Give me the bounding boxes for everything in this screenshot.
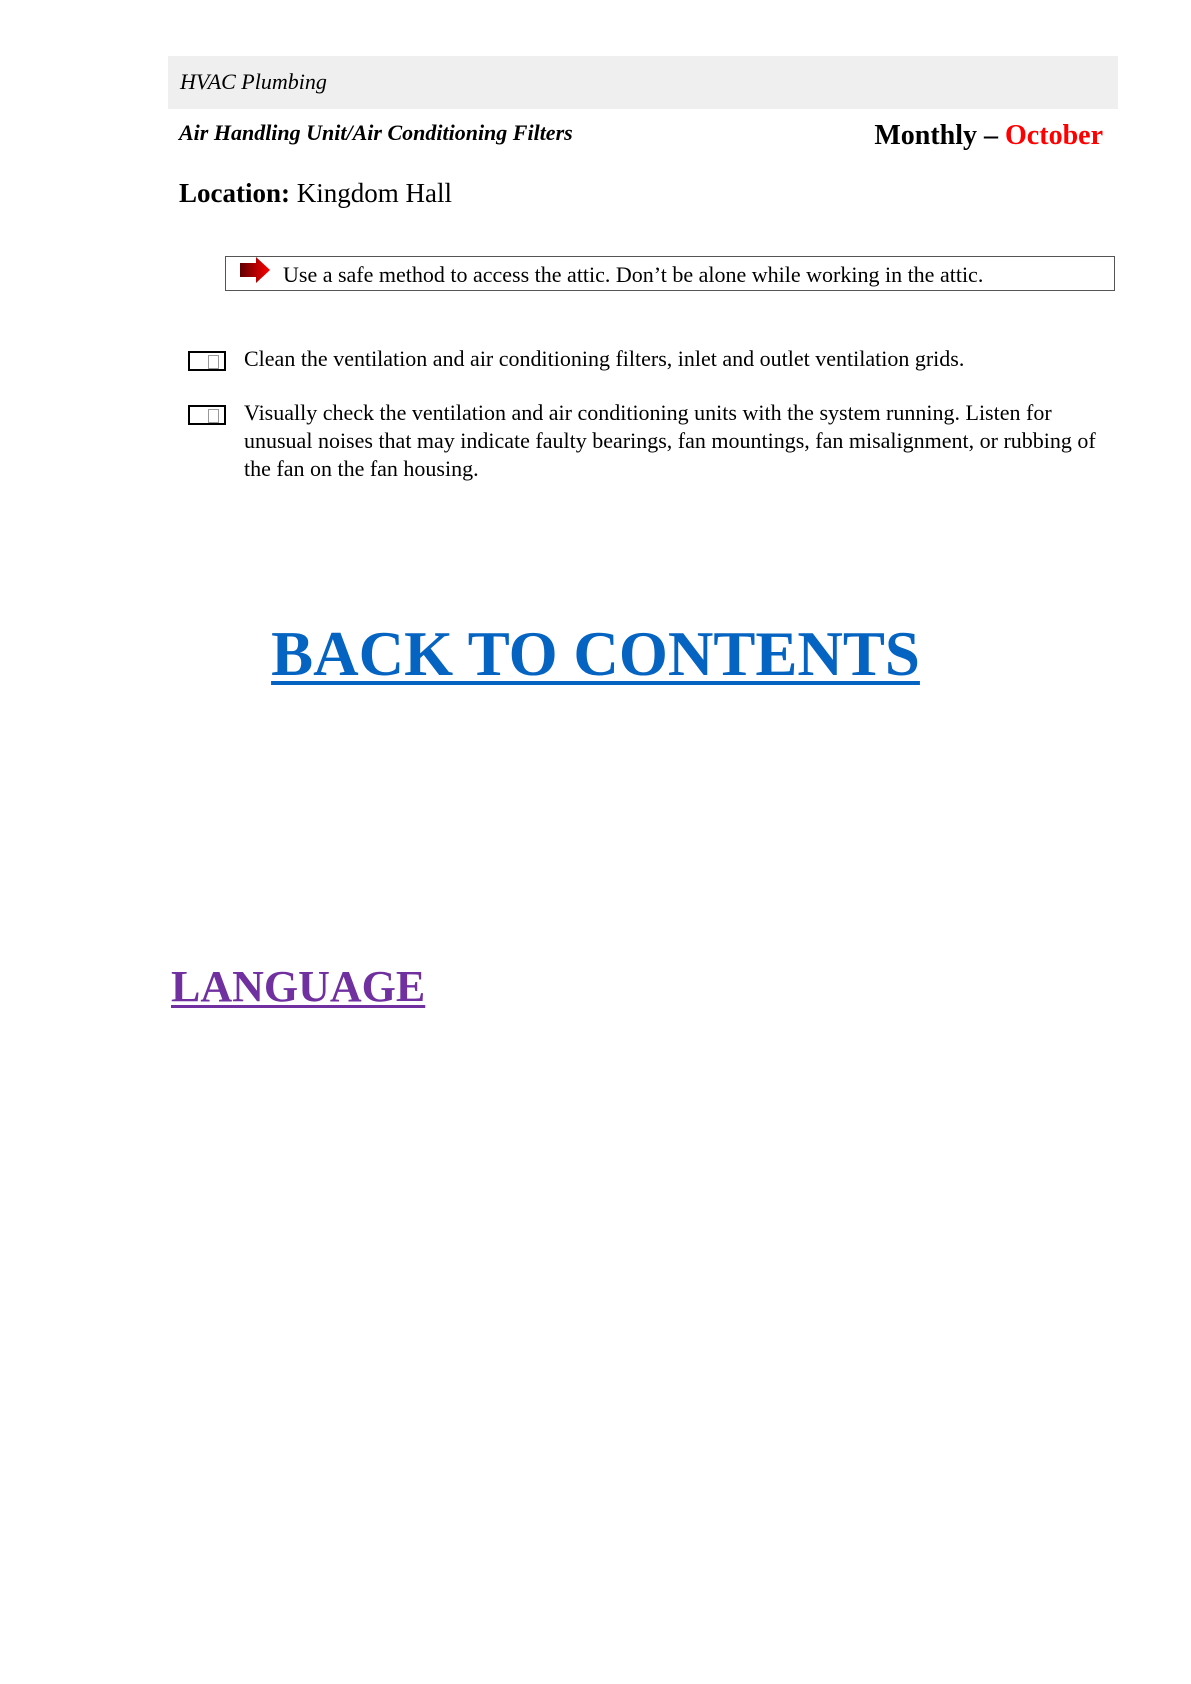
language [171, 961, 425, 1012]
task-frequency [874, 120, 1103, 152]
frequency-month: October [1005, 120, 1103, 151]
language-link[interactable]: LANGUAGE [171, 962, 426, 1011]
frequency-label: Monthly [874, 120, 978, 151]
warning-text: Use a safe method to access the attic. Don’t be alone while working in the attic. [283, 262, 984, 287]
location-label: Location: [179, 178, 290, 208]
red-arrow-icon [240, 257, 270, 283]
task-title: Air Handling Unit/Air Conditioning Filters [179, 120, 573, 145]
checklist-item-1: Clean the ventilation and air conditioning filters, inlet and outlet ventilation grids. [244, 346, 965, 371]
location-value: Kingdom Hall [296, 178, 452, 208]
section-title: HVAC Plumbing [180, 69, 327, 94]
back-to-contents-link[interactable]: BACK TO CONTENTS [271, 619, 920, 689]
frequency-separator: – [977, 120, 1006, 151]
checkbox-item-2[interactable] [188, 405, 226, 425]
back-to-contents [0, 618, 1191, 691]
location [179, 178, 452, 209]
section-header-bar [168, 56, 1118, 109]
checklist-item-2: Visually check the ventilation and air conditioning units with the system running. Listen for unusual noises that may indicate faulty bearings, fan mountings, fan misalignment, or rubbing of the fan on the fan housing. [244, 400, 1096, 481]
checkbox-item-1[interactable] [188, 351, 226, 371]
safety-warning-box [225, 256, 1115, 291]
